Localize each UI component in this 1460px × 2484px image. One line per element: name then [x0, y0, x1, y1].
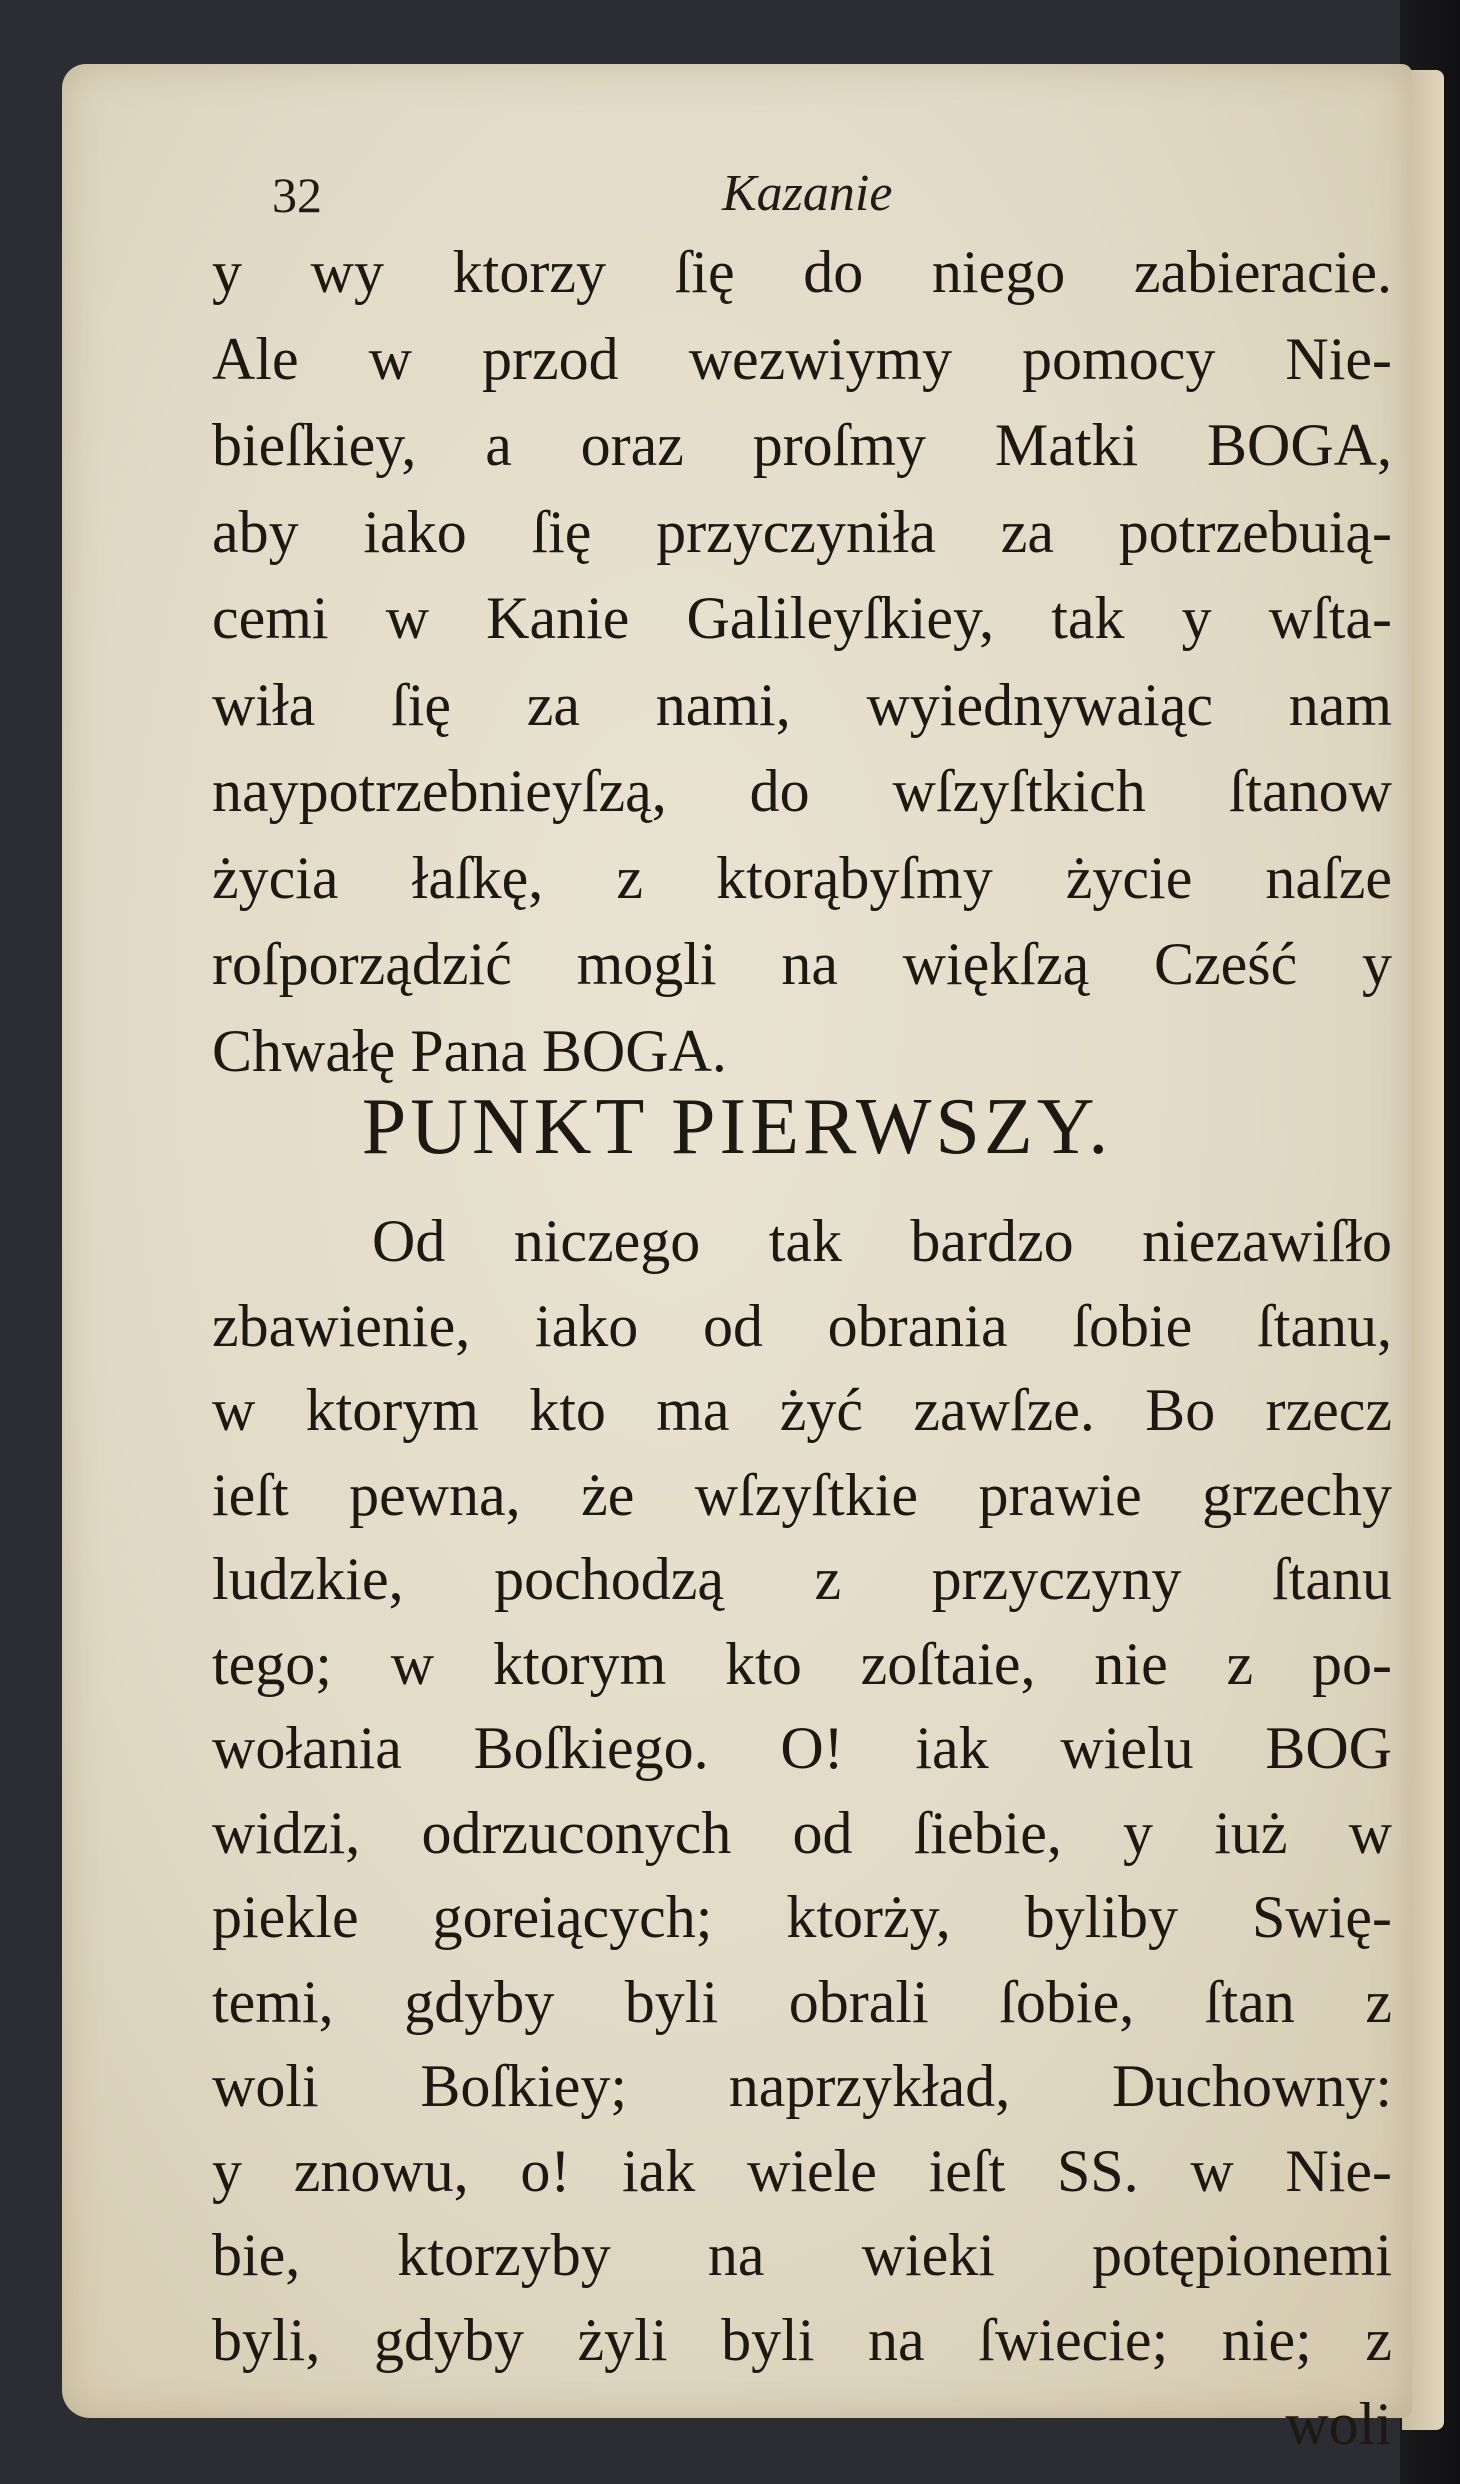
page-number: 32 [272, 167, 322, 223]
text-line: Od niczego tak bardzo niezawiſło [372, 1208, 1392, 1274]
text-line: temi, gdyby byli obrali ſobie, ſtan z [212, 1968, 1392, 2035]
running-head: Kazanie [722, 165, 893, 222]
text-line: bieſkiey, a oraz proſmy Matki BOGA, [212, 412, 1392, 478]
text-line: widzi, odrzuconych od ſiebie, y iuż w [212, 1799, 1392, 1866]
text-line: naypotrzebnieyſzą, do wſzyſtkich ſtanow [212, 758, 1392, 824]
text-line: ludzkie, pochodzą z przyczyny ſtanu [212, 1546, 1392, 1612]
text-line: w ktorym kto ma żyć zawſze. Bo rzecz [212, 1377, 1392, 1443]
page-header [62, 156, 1412, 236]
text-line: życia łaſkę, z ktorąbyſmy życie naſze [212, 844, 1392, 911]
text-line: piekle goreiących; ktorży, byliby Swię- [212, 1884, 1392, 1950]
book-page [62, 64, 1412, 2457]
text-line: aby iako ſię przyczyniła za potrzebuią- [212, 498, 1392, 565]
text-line: wołania Boſkiego. O! iak wielu BOG [212, 1715, 1392, 1781]
text-line: bie, ktorzyby na wieki potępionemi [212, 2222, 1392, 2288]
text-line: Ale w przod wezwiymy pomocy Nie- [212, 325, 1392, 392]
intro-paragraph [212, 229, 1392, 1094]
section-heading: PUNKT PIERWSZY. [361, 1083, 1113, 1171]
text-line: y wy ktorzy ſię do niego zabieracie. [212, 239, 1392, 305]
text-line: ieſt pewna, że wſzyſtkie prawie grzechy [212, 1461, 1392, 1528]
text-line: wiła ſię za nami, wyiednywaiąc nam [212, 671, 1392, 738]
text-line: cemi w Kanie Galileyſkiey, tak y wſta- [212, 585, 1392, 651]
catchword: woli [1285, 2391, 1392, 2457]
text-line: tego; w ktorym kto zoſtaie, nie z po- [212, 1630, 1392, 1697]
section-paragraph [212, 1199, 1392, 2467]
text-line: roſporządzić mogli na więkſzą Cześć y [212, 931, 1392, 997]
text-line: y znowu, o! iak wiele ieſt SS. w Nie- [212, 2137, 1392, 2204]
text-line: Chwałę Pana BOGA. [212, 1017, 727, 1084]
text-line: woli Boſkiey; naprzykład, Duchowny: [212, 2053, 1392, 2119]
text-line: byli, gdyby żyli byli na ſwiecie; nie; z [212, 2306, 1392, 2373]
text-line: zbawienie, iako od obrania ſobie ſtanu, [212, 1292, 1392, 1359]
